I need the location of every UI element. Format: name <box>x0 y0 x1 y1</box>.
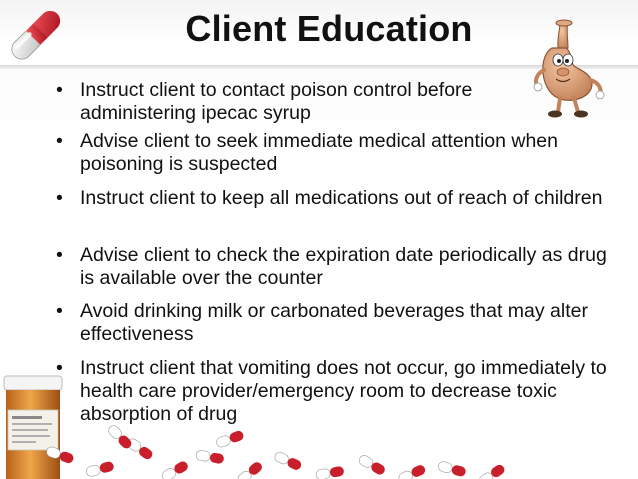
bullet-item <box>56 79 526 125</box>
bullet-item <box>56 357 616 426</box>
bullet-text: Instruct client to contact poison control before administering ipecac syrup <box>80 79 473 124</box>
bullet-symbol: • <box>56 187 63 209</box>
bullet-text: Instruct client that vomiting does not occur, go immediately to health care provider/emergency room to decrease toxic absorption of drug <box>80 357 607 425</box>
bullet-item <box>56 244 616 290</box>
scattered-capsules-icon <box>0 425 638 479</box>
bullet-item <box>56 187 616 210</box>
bullet-item <box>56 300 616 346</box>
bullet-symbol: • <box>56 300 63 322</box>
bullet-text: Advise client to seek immediate medical attention when poisoning is suspected <box>80 130 558 175</box>
stomach-mascot-icon <box>530 18 606 120</box>
bullet-text: Instruct client to keep all medications out of reach of children <box>80 187 603 209</box>
bullet-symbol: • <box>56 357 63 379</box>
bullet-symbol: • <box>56 79 63 101</box>
slide-title: Client Education <box>185 8 473 49</box>
bullet-text: Avoid drinking milk or carbonated beverages that may alter effectiveness <box>80 300 588 345</box>
bullet-symbol: • <box>56 244 63 266</box>
bullet-text: Advise client to check the expiration date periodically as drug is available over the counter <box>80 244 607 289</box>
bullet-item <box>56 130 616 176</box>
bullet-symbol: • <box>56 130 63 152</box>
